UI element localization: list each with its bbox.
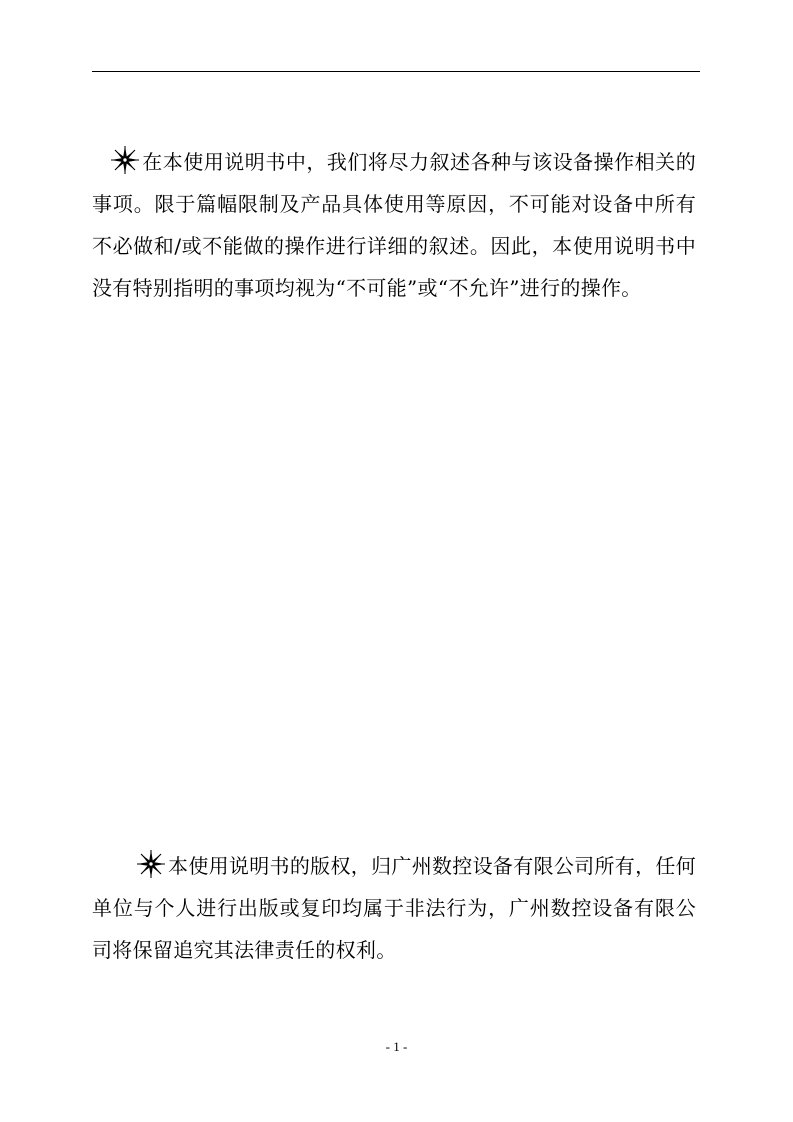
page-number: - 1 - (385, 1039, 408, 1054)
header-rule (92, 71, 700, 72)
notice-text: 在本使用说明书中，我们将尽力叙述各种与该设备操作相关的事项。限于篇幅限制及产品具体使用等原因，不可能对设备中所有不必做和/或不能做的操作进行详细的叙述。因此，本使用说明书中没有特别指明的事项均视为“不可能”或“不允许”进行的操作。 (92, 150, 696, 300)
compass-star-icon (110, 145, 140, 175)
compass-star-icon (136, 849, 166, 879)
copyright-paragraph (92, 845, 696, 971)
notice-paragraph (92, 141, 696, 309)
copyright-text: 本使用说明书的版权，归广州数控设备有限公司所有，任何单位与个人进行出版或复印均属于非法行为，广州数控设备有限公司将保留追究其法律责任的权利。 (92, 854, 696, 962)
